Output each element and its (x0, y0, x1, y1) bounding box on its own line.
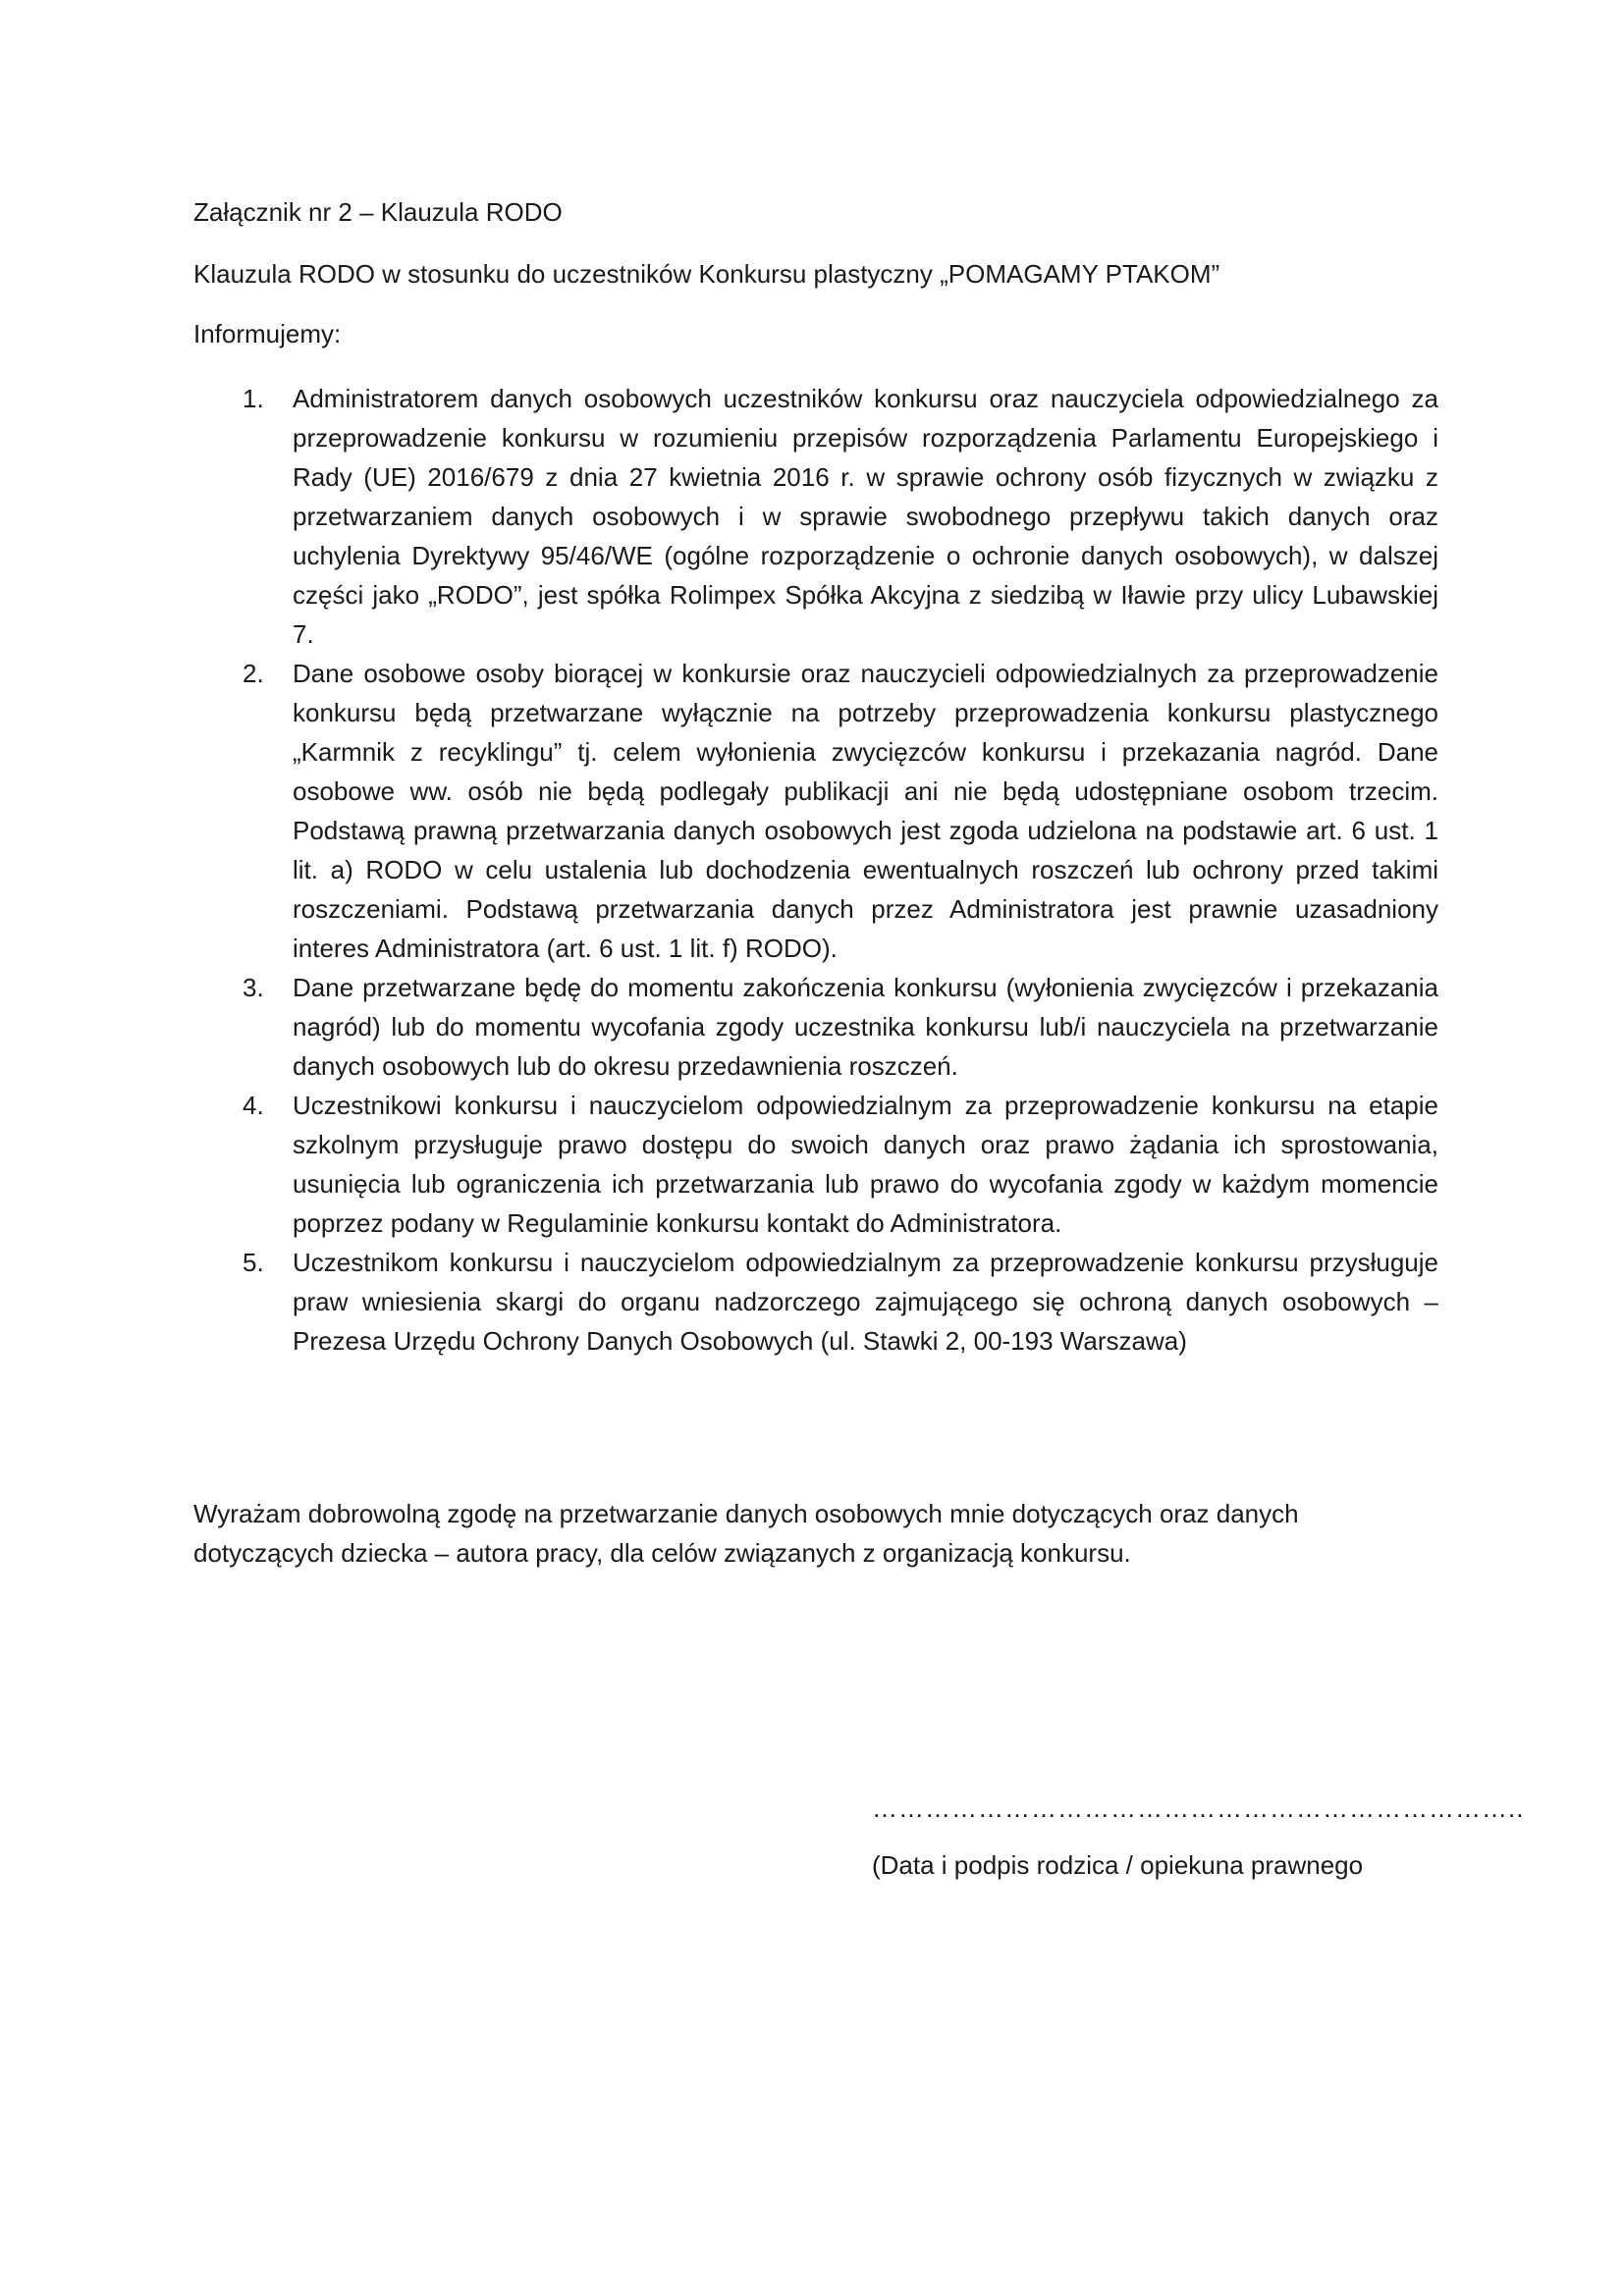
clause-item-5 (193, 1243, 1438, 1361)
clause-number: 1. (243, 384, 264, 413)
intro-text: Informujemy: (193, 319, 342, 348)
document-subheading: Klauzula RODO w stosunku do uczestników Konkursu plastyczny „POMAGAMY PTAKOM” (193, 259, 1220, 289)
clause-item-1 (193, 379, 1438, 654)
clause-item-2 (193, 654, 1438, 968)
consent-statement: Wyrażam dobrowolną zgodę na przetwarzanie danych osobowych mnie dotyczących oraz danych dotyczących dziecka – autora pracy, dla celów związanych z organizacją konkursu. (193, 1499, 1299, 1568)
signature-line: ……………………………………………………………….. (872, 1793, 1525, 1823)
clause-number: 5. (243, 1248, 264, 1277)
signature-label: (Data i podpis rodzica / opiekuna prawnego (872, 1850, 1364, 1880)
clause-text: Dane przetwarzane będę do momentu zakończenia konkursu (wyłonienia zwycięzców i przekazania nagród) lub do momentu wycofania zgody uczestnika konkursu lub/i nauczyciela na przetwarzanie danych osobowych lub do okresu przedawnienia roszczeń. (293, 973, 1438, 1081)
clause-text: Uczestnikom konkursu i nauczycielom odpowiedzialnym za przeprowadzenie konkursu przysługuje praw wniesienia skargi do organu nadzorczego zajmującego się ochroną danych osobowych – Prezesa Urzędu Ochrony Danych Osobowych (ul. Stawki 2, 00-193 Warszawa) (293, 1248, 1438, 1356)
clause-item-4 (193, 1086, 1438, 1243)
clause-list (193, 379, 1438, 1361)
document-heading: Załącznik nr 2 – Klauzula RODO (193, 197, 563, 227)
clause-text: Uczestnikowi konkursu i nauczycielom odpowiedzialnym za przeprowadzenie konkursu na etapie szkolnym przysługuje prawo dostępu do swoich danych oraz prawo żądania ich sprostowania, usunięcia lub ograniczenia ich przetwarzania lub prawo do wycofania zgody w każdym momencie poprzez podany w Regulaminie konkursu kontakt do Administratora. (293, 1091, 1438, 1238)
clause-number: 4. (243, 1091, 264, 1120)
clause-text: Administratorem danych osobowych uczestników konkursu oraz nauczyciela odpowiedzialnego za przeprowadzenie konkursu w rozumieniu przepisów rozporządzenia Parlamentu Europejskiego i Rady (UE) 2016/679 z dnia 27 kwietnia 2016 r. w sprawie ochrony osób fizycznych w związku z przetwarzaniem danych osobowych i w sprawie swobodnego przepływu takich danych oraz uchylenia Dyrektywy 95/46/WE (ogólne rozporządzenie o ochronie danych osobowych), w dalszej części jako „RODO”, jest spółka Rolimpex Spółka Akcyjna z siedzibą w Iławie przy ulicy Lubawskiej 7. (293, 384, 1438, 649)
clause-number: 2. (243, 659, 264, 688)
clause-number: 3. (243, 973, 264, 1002)
clause-item-3 (193, 968, 1438, 1086)
clause-text: Dane osobowe osoby biorącej w konkursie oraz nauczycieli odpowiedzialnych za przeprowadzenie konkursu będą przetwarzane wyłącznie na potrzeby przeprowadzenia konkursu plastycznego „Karmnik z recyklingu” tj. celem wyłonienia zwycięzców konkursu i przekazania nagród. Dane osobowe ww. osób nie będą podlegały publikacji ani nie będą udostępniane osobom trzecim. Podstawą prawną przetwarzania danych osobowych jest zgoda udzielona na podstawie art. 6 ust. 1 lit. a) RODO w celu ustalenia lub dochodzenia ewentualnych roszczeń lub ochrony przed takimi roszczeniami. Podstawą przetwarzania danych przez Administratora jest prawnie uzasadniony interes Administratora (art. 6 ust. 1 lit. f) RODO). (293, 659, 1438, 963)
